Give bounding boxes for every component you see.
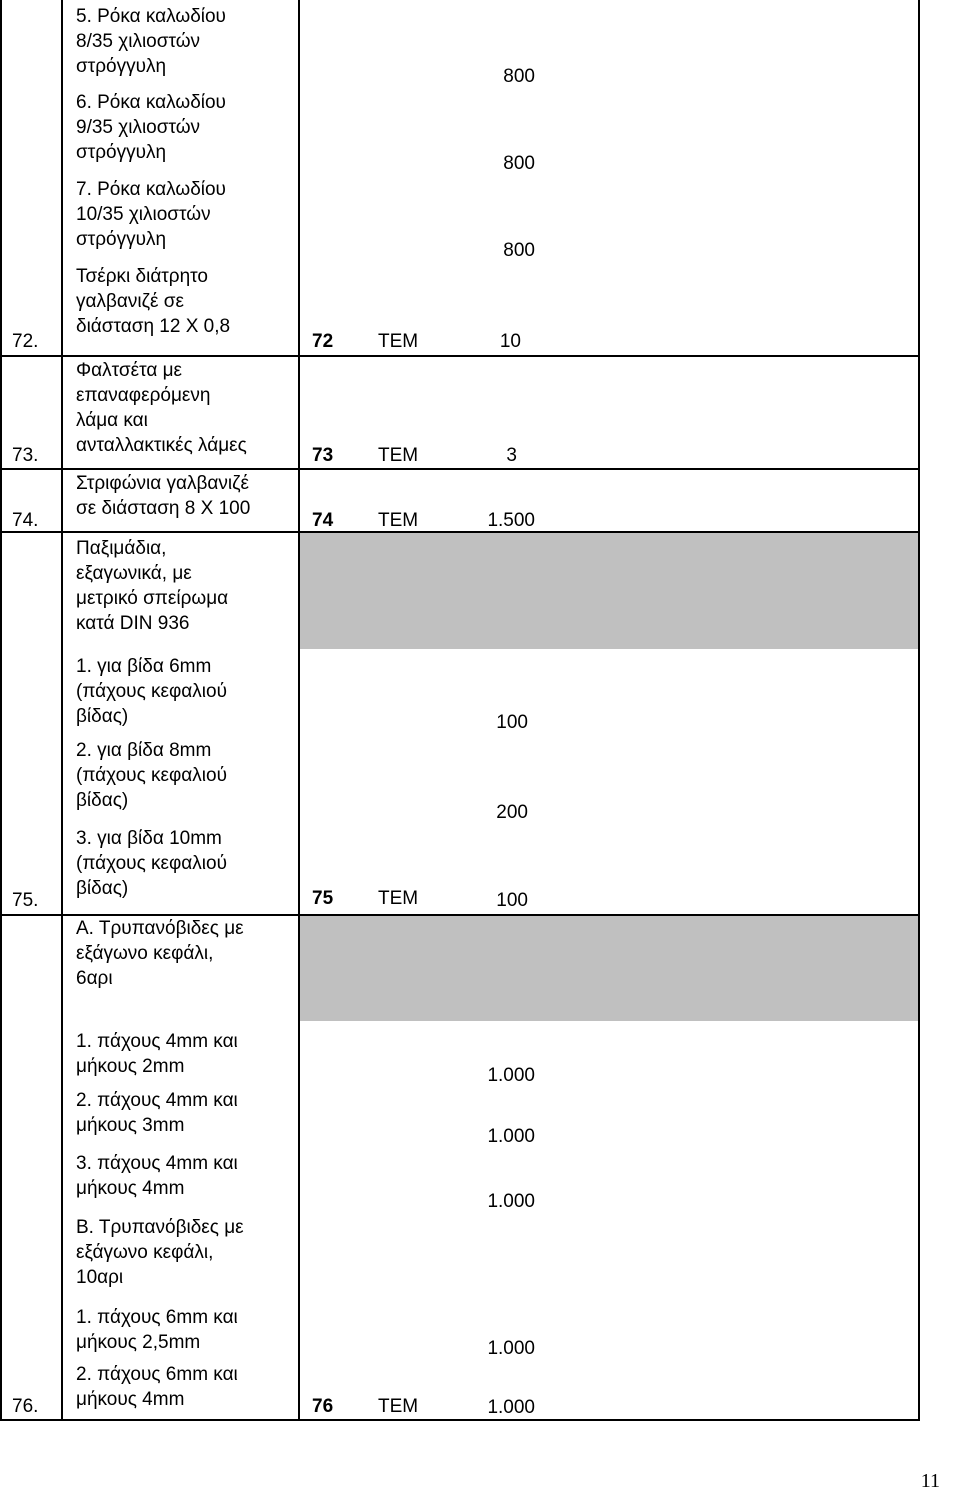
item-line: 9/35 χιλιοστών xyxy=(76,117,201,138)
item-line: 6αρι xyxy=(76,968,113,989)
item-line: επαναφερόμενη xyxy=(76,385,211,406)
row-divider xyxy=(0,468,920,470)
item-line: 3. για βίδα 10mm xyxy=(76,828,222,849)
unit-label: ΤΕΜ xyxy=(378,445,419,466)
row-number: 72. xyxy=(12,331,39,352)
quantity-value: 1.000 xyxy=(487,1397,535,1418)
item-line: εξαγωνικά, με xyxy=(76,563,192,584)
item-line: στρόγγυλη xyxy=(76,142,167,163)
item-line: ανταλλακτικές λάμες xyxy=(76,435,247,456)
shaded-cell xyxy=(300,532,920,649)
item-line: στρόγγυλη xyxy=(76,229,167,250)
row-divider xyxy=(0,1419,920,1421)
quantity-value: 100 xyxy=(496,890,528,911)
item-line: σε διάσταση 8 Χ 100 xyxy=(76,498,251,519)
quantity-value: 1.000 xyxy=(487,1191,535,1212)
row-divider xyxy=(0,355,920,357)
row-number: 75. xyxy=(12,890,39,911)
row-divider xyxy=(0,531,920,533)
page-number: 11 xyxy=(920,1470,940,1492)
item-code: 75 xyxy=(312,888,334,909)
item-line: Α. Τρυπανόβιδες με xyxy=(76,918,244,939)
item-line: Φαλτσέτα με xyxy=(76,360,182,381)
item-line: βίδας) xyxy=(76,706,129,727)
item-line: κατά DIN 936 xyxy=(76,613,190,634)
item-line: 3. πάχους 4mm και xyxy=(76,1153,238,1174)
item-line: μήκους 4mm xyxy=(76,1389,185,1410)
item-line: βίδας) xyxy=(76,790,129,811)
unit-label: ΤΕΜ xyxy=(378,888,419,909)
unit-label: ΤΕΜ xyxy=(378,1396,419,1417)
quantity-value: 10 xyxy=(499,331,521,352)
shaded-cell xyxy=(300,915,920,1021)
item-line: μετρικό σπείρωμα xyxy=(76,588,229,609)
quantity-value: 1.000 xyxy=(487,1338,535,1359)
item-line: στρόγγυλη xyxy=(76,56,167,77)
item-line: 2. πάχους 4mm και xyxy=(76,1090,238,1111)
item-line: (πάχους κεφαλιού xyxy=(76,765,227,786)
item-line: (πάχους κεφαλιού xyxy=(76,681,227,702)
item-code: 76 xyxy=(312,1396,334,1417)
quantity-value: 800 xyxy=(503,240,535,261)
item-line: εξάγωνο κεφάλι, xyxy=(76,1242,214,1263)
item-line: 2. πάχους 6mm και xyxy=(76,1364,238,1385)
item-line: 8/35 χιλιοστών xyxy=(76,31,201,52)
item-line: Παξιμάδια, xyxy=(76,538,167,559)
item-line: εξάγωνο κεφάλι, xyxy=(76,943,214,964)
item-line: 2. για βίδα 8mm xyxy=(76,740,212,761)
unit-label: ΤΕΜ xyxy=(378,510,419,531)
item-code: 73 xyxy=(312,445,334,466)
table-border xyxy=(61,0,63,1421)
item-line: μήκους 3mm xyxy=(76,1115,185,1136)
item-line: 7. Ρόκα καλωδίου xyxy=(76,179,226,200)
item-code: 74 xyxy=(312,510,334,531)
quantity-value: 100 xyxy=(496,712,528,733)
item-line: μήκους 4mm xyxy=(76,1178,185,1199)
item-line: 1. για βίδα 6mm xyxy=(76,656,212,677)
quantity-value: 3 xyxy=(506,445,517,466)
item-line: Στριφώνια γαλβανιζέ xyxy=(76,473,249,494)
unit-label: ΤΕΜ xyxy=(378,331,419,352)
quantity-value: 800 xyxy=(503,66,535,87)
item-line: λάμα και xyxy=(76,410,148,431)
row-number: 74. xyxy=(12,510,39,531)
item-line: μήκους 2mm xyxy=(76,1056,185,1077)
item-line: 1. πάχους 4mm και xyxy=(76,1031,238,1052)
item-line: διάσταση 12 Χ 0,8 xyxy=(76,316,231,337)
row-number: 73. xyxy=(12,445,39,466)
item-line: Β. Τρυπανόβιδες με xyxy=(76,1217,244,1238)
item-line: 10/35 χιλιοστών xyxy=(76,204,211,225)
item-line: 5. Ρόκα καλωδίου xyxy=(76,6,226,27)
table-border xyxy=(0,0,2,1421)
quantity-value: 800 xyxy=(503,153,535,174)
item-line: μήκους 2,5mm xyxy=(76,1332,201,1353)
row-number: 76. xyxy=(12,1396,39,1417)
quantity-value: 1.500 xyxy=(487,510,535,531)
quantity-value: 200 xyxy=(496,802,528,823)
item-line: 10αρι xyxy=(76,1267,124,1288)
item-line: 6. Ρόκα καλωδίου xyxy=(76,92,226,113)
table-border xyxy=(298,0,300,1421)
item-line: 1. πάχους 6mm και xyxy=(76,1307,238,1328)
item-line: γαλβανιζέ σε xyxy=(76,291,184,312)
item-line: βίδας) xyxy=(76,878,129,899)
quantity-value: 1.000 xyxy=(487,1065,535,1086)
item-line: (πάχους κεφαλιού xyxy=(76,853,227,874)
item-line: Τσέρκι διάτρητο xyxy=(76,266,208,287)
quantity-value: 1.000 xyxy=(487,1126,535,1147)
table-border xyxy=(918,0,920,1421)
item-code: 72 xyxy=(312,331,334,352)
